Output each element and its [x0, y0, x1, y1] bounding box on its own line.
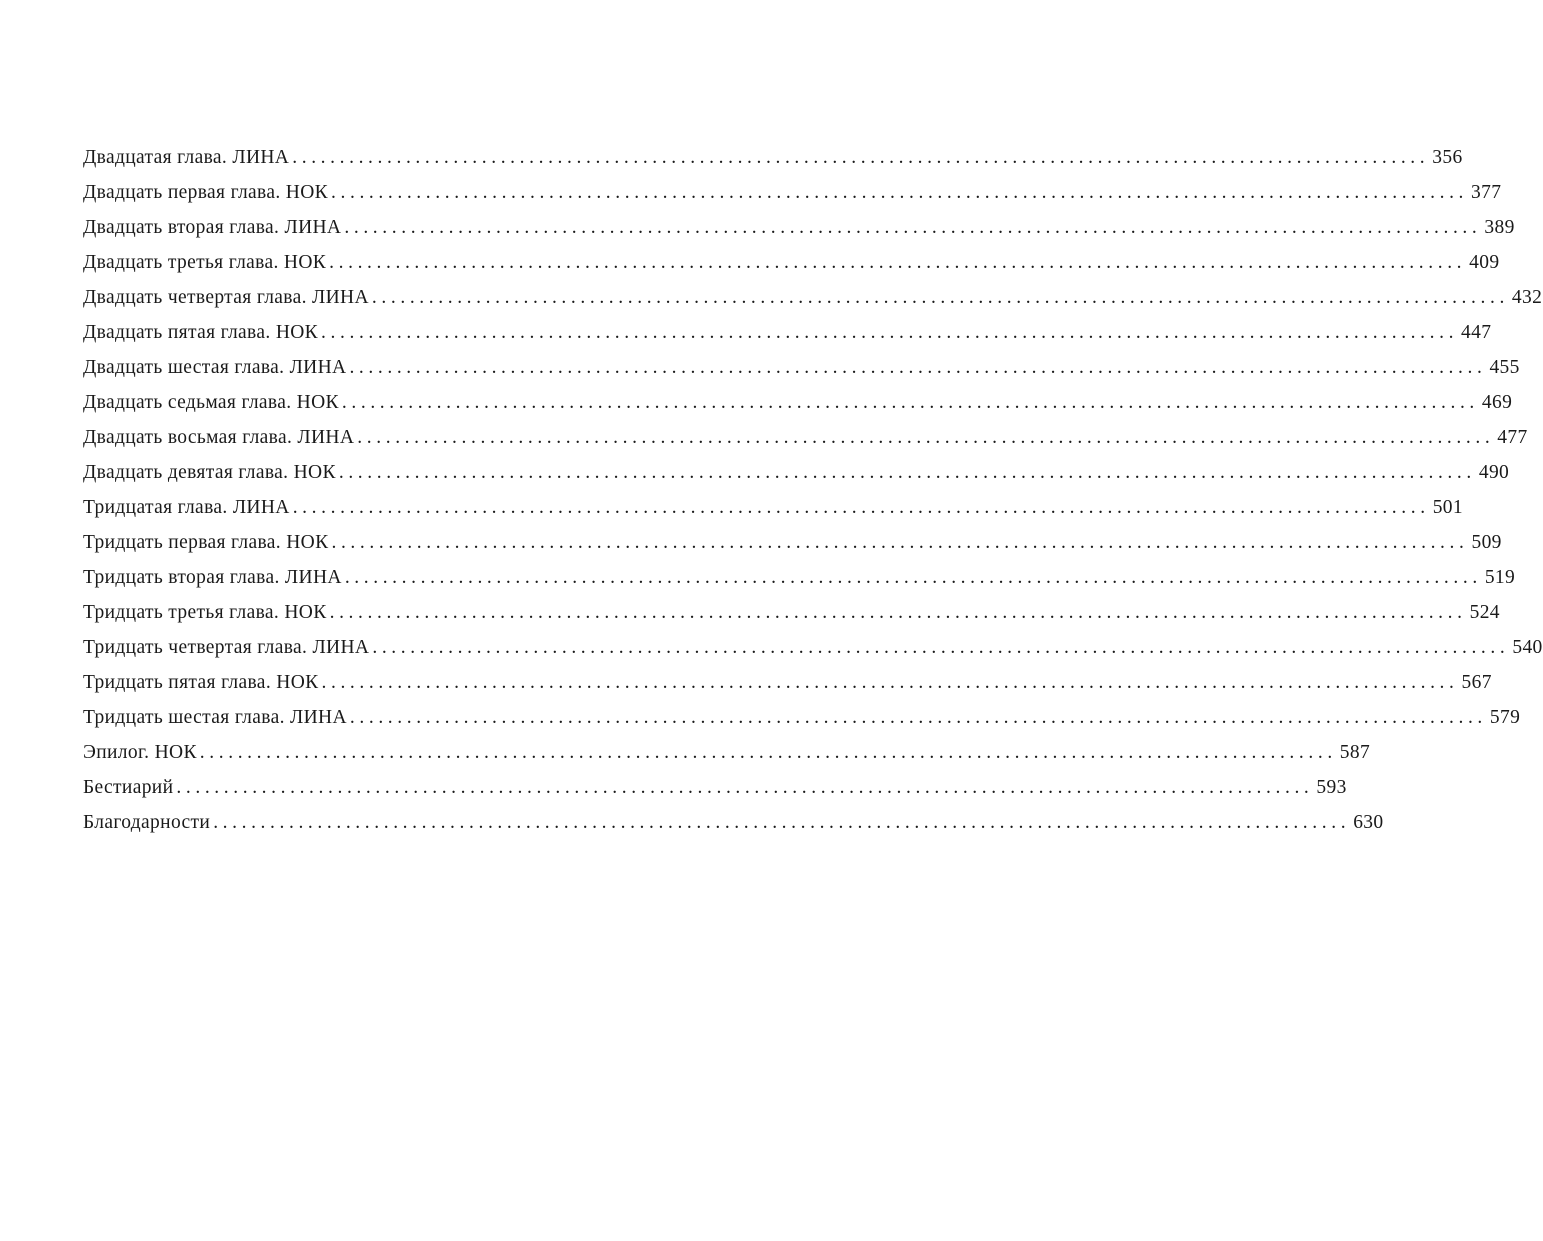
toc-entry-page: 524	[1469, 602, 1500, 623]
dot-leader: ........................................................................................................................	[329, 252, 1467, 273]
toc-entry-page: 630	[1353, 812, 1384, 833]
toc-entry-page: 455	[1489, 357, 1520, 378]
toc-entry-title: Бестиарий	[83, 777, 174, 798]
toc-entry-title: Двадцать четвертая глава. ЛИНА	[83, 287, 369, 308]
toc-entry-title: Двадцать седьмая глава. НОК	[83, 392, 339, 413]
toc-entry	[83, 490, 1464, 525]
toc-entry-page: 447	[1461, 322, 1492, 343]
toc-entry-title: Тридцать вторая глава. ЛИНА	[83, 567, 342, 588]
toc-entry-page: 593	[1316, 777, 1347, 798]
toc-entry-page: 432	[1511, 287, 1543, 308]
toc-entry-page: 540	[1512, 637, 1543, 658]
toc-entry-page: 477	[1497, 427, 1528, 448]
toc-entry-title: Двадцать девятая глава. НОК	[83, 462, 336, 483]
toc-entry-page: 356	[1432, 147, 1463, 168]
dot-leader: ........................................................................................................................	[357, 427, 1495, 448]
toc-entry-title: Тридцать шестая глава. ЛИНА	[83, 707, 347, 728]
dot-leader: ........................................................................................................................	[372, 637, 1510, 658]
toc-entry-title: Двадцать вторая глава. ЛИНА	[83, 217, 342, 238]
toc-entry-page: 469	[1481, 392, 1513, 413]
toc-entry	[83, 805, 1384, 840]
dot-leader: ........................................................................................................................	[176, 777, 1314, 798]
dot-leader: ........................................................................................................................	[341, 392, 1479, 413]
toc-entry-title: Тридцатая глава. ЛИНА	[83, 497, 290, 518]
toc-entry	[83, 770, 1347, 805]
toc-entry	[83, 735, 1371, 770]
table-of-contents	[83, 140, 1543, 840]
dot-leader: ........................................................................................................................	[349, 357, 1487, 378]
toc-entry-title: Двадцатая глава. ЛИНА	[83, 147, 290, 168]
dot-leader: ........................................................................................................................	[338, 462, 1476, 483]
toc-entry	[83, 175, 1502, 210]
toc-entry-page: 567	[1461, 672, 1492, 693]
dot-leader: ........................................................................................................................	[213, 812, 1351, 833]
toc-entry-title: Двадцать первая глава. НОК	[83, 182, 329, 203]
toc-entry-title: Благодарности	[83, 812, 211, 833]
dot-leader: ........................................................................................................................	[329, 602, 1467, 623]
toc-entry	[83, 595, 1500, 630]
dot-leader: ........................................................................................................................	[349, 707, 1487, 728]
toc-entry-title: Двадцать восьмая глава. ЛИНА	[83, 427, 355, 448]
dot-leader: ........................................................................................................................	[321, 672, 1459, 693]
toc-entry	[83, 525, 1502, 560]
toc-entry	[83, 140, 1463, 175]
toc-entry	[83, 420, 1528, 455]
toc-entry-title: Тридцать четвертая глава. ЛИНА	[83, 637, 370, 658]
dot-leader: ........................................................................................................................	[371, 287, 1509, 308]
toc-entry	[83, 210, 1515, 245]
dot-leader: ........................................................................................................................	[344, 217, 1482, 238]
toc-entry	[83, 245, 1500, 280]
dot-leader: ........................................................................................................................	[321, 322, 1459, 343]
toc-entry	[83, 665, 1492, 700]
dot-leader: ........................................................................................................................	[199, 742, 1337, 763]
dot-leader: ........................................................................................................................	[331, 182, 1469, 203]
dot-leader: ........................................................................................................................	[292, 147, 1430, 168]
toc-entry-title: Тридцать пятая глава. НОК	[83, 672, 319, 693]
toc-entry	[83, 385, 1513, 420]
toc-entry-title: Тридцать первая глава. НОК	[83, 532, 329, 553]
dot-leader: ........................................................................................................................	[331, 532, 1469, 553]
toc-entry-page: 587	[1339, 742, 1371, 763]
toc-entry-title: Двадцать шестая глава. ЛИНА	[83, 357, 347, 378]
toc-entry	[83, 350, 1520, 385]
toc-entry	[83, 560, 1516, 595]
toc-entry-page: 519	[1484, 567, 1516, 588]
toc-entry-title: Двадцать третья глава. НОК	[83, 252, 327, 273]
toc-entry-page: 509	[1471, 532, 1502, 553]
dot-leader: ........................................................................................................................	[292, 497, 1430, 518]
toc-entry	[83, 630, 1543, 665]
toc-entry-page: 389	[1484, 217, 1515, 238]
toc-entry-page: 490	[1478, 462, 1510, 483]
toc-entry	[83, 700, 1521, 735]
toc-entry	[83, 315, 1492, 350]
toc-entry-page: 377	[1471, 182, 1502, 203]
toc-entry-title: Тридцать третья глава. НОК	[83, 602, 327, 623]
toc-entry-page: 579	[1489, 707, 1521, 728]
toc-entry-title: Эпилог. НОК	[83, 742, 197, 763]
toc-entry-page: 501	[1432, 497, 1464, 518]
toc-entry-title: Двадцать пятая глава. НОК	[83, 322, 319, 343]
toc-entry	[83, 280, 1543, 315]
toc-entry	[83, 455, 1510, 490]
toc-entry-page: 409	[1469, 252, 1500, 273]
dot-leader: ........................................................................................................................	[344, 567, 1482, 588]
